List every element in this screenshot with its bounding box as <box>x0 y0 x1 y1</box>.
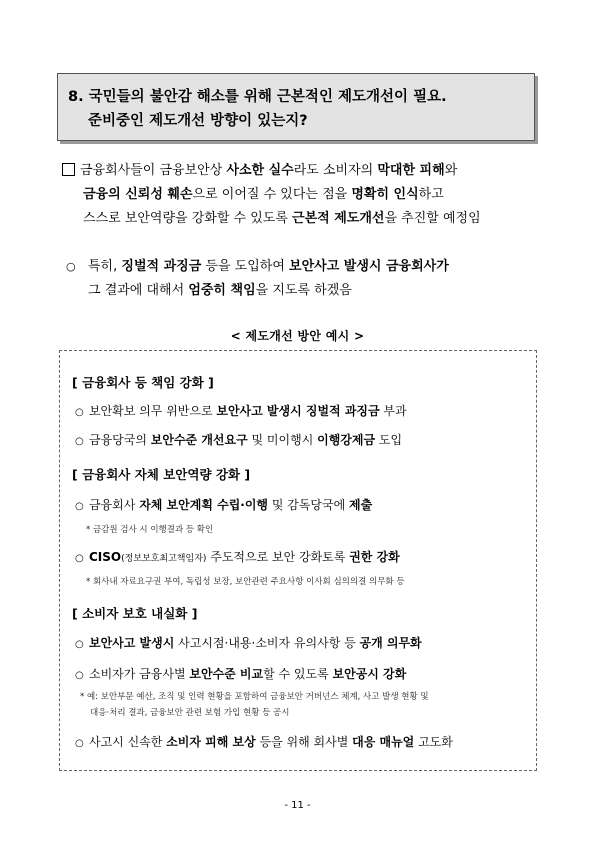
text-run: 금융회사들이 금융보안상 <box>80 163 227 178</box>
text-run: 도입 <box>375 433 403 447</box>
bold-text: 제출 <box>349 498 373 512</box>
example-item-text <box>89 735 453 749</box>
text-run: 사고시점·내용·소비자 유의사항 등 <box>174 636 360 650</box>
circle-bullet-icon: ○ <box>66 260 76 273</box>
text-run: 및 감독당국에 <box>268 498 350 512</box>
bold-text: 금융의 신뢰성 훼손 <box>83 187 193 202</box>
bold-text: 보안수준 개선요구 <box>150 433 248 447</box>
circle-bullet-icon: ○ <box>75 639 84 650</box>
text-run: 으로 이어질 수 있다는 점을 <box>192 187 352 202</box>
circle-bullet-icon: ○ <box>75 738 84 749</box>
example-item <box>75 634 422 651</box>
text-run: (정보보호최고책임자) <box>121 554 207 564</box>
circle-bullet-icon: ○ <box>75 407 84 418</box>
text-run: 등을 위해 회사별 <box>255 735 353 749</box>
text-run: 할 수 있도록 <box>263 667 333 681</box>
example-item-text <box>89 498 372 512</box>
example-item-text <box>89 667 406 681</box>
bold-text: 소비자 피해 보상 <box>166 735 256 749</box>
section-heading: [ 금융회사 등 책임 강화 ] <box>72 375 214 390</box>
text-run: 부과 <box>379 404 407 418</box>
bold-text: 보안사고 발생시 <box>89 636 175 650</box>
text-run: 등을 도입하여 <box>201 259 290 274</box>
circle-bullet-icon: ○ <box>75 501 84 512</box>
answer-main-line <box>80 207 548 231</box>
bold-text: 보안수준 비교 <box>189 667 264 681</box>
example-note-line: 대응·처리 결과, 금융보안 관련 보험 가입 현황 등 공시 <box>90 708 290 718</box>
question-line-1: 8. 국민들의 불안감 해소를 위해 근본적인 제도개선이 필요. <box>68 89 447 105</box>
question-line-2: 준비중인 제도개선 방향이 있는지? <box>88 113 308 129</box>
bold-text: 대응 매뉴얼 <box>352 735 415 749</box>
example-item <box>75 665 406 682</box>
example-item <box>75 496 372 513</box>
text-run: 고도화 <box>414 735 453 749</box>
square-bullet-icon <box>62 163 75 176</box>
text-run: 특히, <box>88 259 122 274</box>
answer-sub-paragraph <box>88 255 548 303</box>
example-item-text <box>89 404 407 418</box>
bold-text: 자체 보안계획 수립·이행 <box>139 498 269 512</box>
example-caption: < 제도개선 방안 예시 > <box>230 329 365 343</box>
text-run: 금융회사 <box>89 498 140 512</box>
bold-text: 공개 의무화 <box>359 636 422 650</box>
example-note-line: * 예: 보안부문 예산, 조직 및 인력 현황을 포함하여 금융보안 거버넌스 체계, 사고 발생 현황 및 <box>80 692 429 702</box>
example-item <box>75 431 402 448</box>
bold-text: 근본적 제도개선 <box>292 211 385 226</box>
bold-text: 보안공시 강화 <box>332 667 407 681</box>
bold-text: 엄중히 책임 <box>188 283 256 298</box>
circle-bullet-icon: ○ <box>75 436 84 447</box>
text-run: 보안확보 의무 위반으로 <box>89 404 217 418</box>
bold-text: 보안사고 발생시 징벌적 과징금 <box>216 404 380 418</box>
circle-bullet-icon: ○ <box>75 553 84 564</box>
circle-bullet-icon: ○ <box>75 670 84 681</box>
bold-text: CISO <box>89 550 122 564</box>
example-item <box>75 548 400 565</box>
text-run: 주도적으로 보안 강화토록 <box>206 550 350 564</box>
text-run: 라도 소비자의 <box>293 163 378 178</box>
example-item-text <box>89 433 402 447</box>
bold-text: 명확히 인식 <box>351 187 419 202</box>
page-number: - 11 - <box>284 800 311 811</box>
example-item-text <box>89 550 400 564</box>
bold-text: 이행강제금 <box>317 433 376 447</box>
example-item-text <box>89 636 422 650</box>
bold-text: 보안사고 발생시 금융회사가 <box>289 259 449 274</box>
answer-main-line <box>80 159 548 183</box>
example-note: * 회사내 자료요구권 부여, 독립성 보장, 보안관련 주요사항 이사회 심의의결 의무화 등 <box>86 577 405 587</box>
text-run: 소비자가 금융사별 <box>89 667 190 681</box>
answer-sub-line <box>88 279 548 303</box>
text-run: 사고시 신속한 <box>89 735 167 749</box>
text-run: 을 지도록 하겠음 <box>255 283 352 298</box>
bold-text: 징벌적 과징금 <box>121 259 202 274</box>
text-run: 와 <box>444 163 458 178</box>
bold-text: 사소한 실수 <box>226 163 294 178</box>
question-box <box>57 73 535 141</box>
text-run: 그 결과에 대해서 <box>88 283 189 298</box>
example-note <box>80 689 429 721</box>
example-note: * 금감원 검사 시 이행결과 등 확인 <box>86 525 214 535</box>
text-run: 을 추진할 예정임 <box>384 211 481 226</box>
answer-main-paragraph <box>80 159 548 231</box>
text-run: 금융당국의 <box>89 433 151 447</box>
example-item <box>75 733 453 750</box>
bold-text: 권한 강화 <box>349 550 400 564</box>
text-run: 및 미이행시 <box>247 433 318 447</box>
answer-main-line <box>80 183 548 207</box>
answer-sub-line <box>88 255 548 279</box>
text-run: 하고 <box>418 187 444 202</box>
bold-text: 막대한 피해 <box>377 163 445 178</box>
example-item <box>75 402 407 419</box>
section-heading: [ 금융회사 자체 보안역량 강화 ] <box>72 467 251 482</box>
section-heading: [ 소비자 보호 내실화 ] <box>72 606 198 621</box>
text-run: 스스로 보안역량을 강화할 수 있도록 <box>83 211 293 226</box>
